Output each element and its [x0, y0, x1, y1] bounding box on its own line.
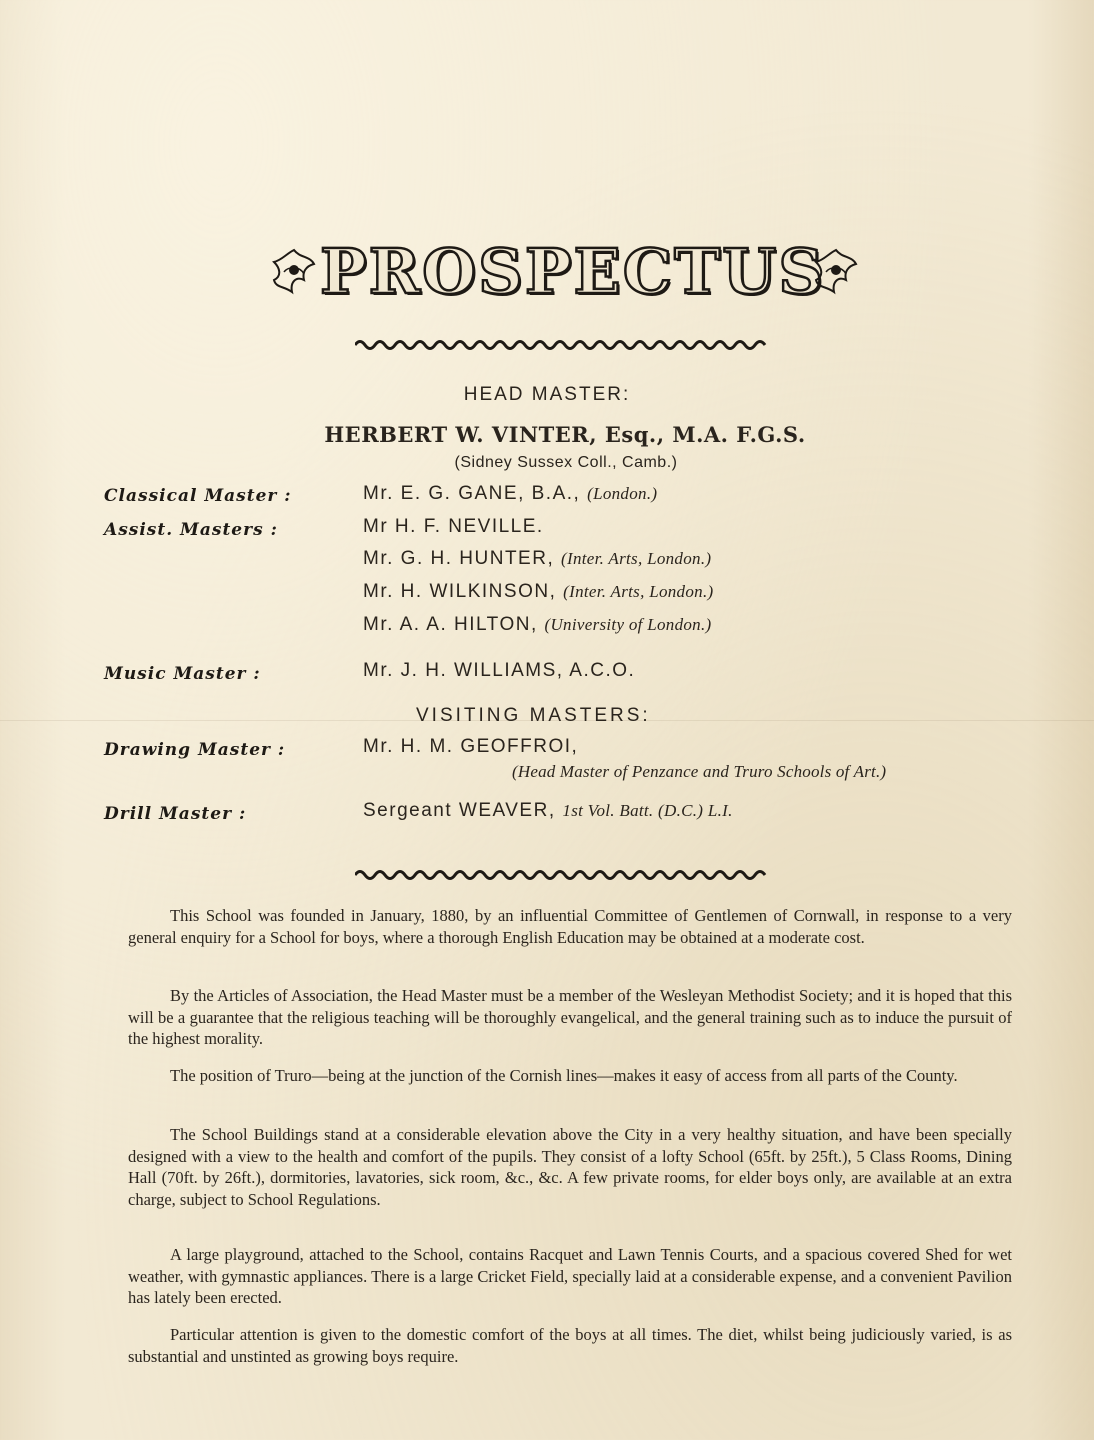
paragraph-position: The position of Truro—being at the junction of the Cornish lines—makes it easy of access from all parts of the County. [170, 1066, 958, 1085]
staff-name-geoffroi: Mr. H. M. GEOFFROI, [363, 736, 579, 757]
paragraph-founding: This School was founded in January, 1880, by an influential Committee of Gentlemen of Cornwall, in response to a very general enquiry for a School for boys, where a thorough English Education may be obtained at a moderate cost. [128, 906, 1012, 947]
decorative-rule [355, 868, 770, 882]
head-master-college: (Sidney Sussex Coll., Camb.) [454, 454, 678, 471]
paragraph-buildings: The School Buildings stand at a considerable elevation above the City in a very healthy situation, and have been specially designed with a view to the health and comfort of the pupils. They consist of a lofty School (65ft. by 25ft.), 5 Class Rooms, Dining Hall (70ft. by 26ft.), dormitories, lavatories, sick room, &c., &c. A few private rooms, for elder boys only, are available at an extra charge, subject to School Regulations. [128, 1125, 1012, 1209]
decorative-rule [355, 338, 770, 352]
staff-label-drill: Drill Master : [104, 804, 247, 824]
floral-ornament-icon [270, 246, 318, 298]
paragraph-domestic: Particular attention is given to the domestic comfort of the boys at all times. The diet, whilst being judiciously varied, is as substantial and unstinted as growing boys require. [128, 1325, 1012, 1366]
staff-name-hilton: Mr. A. A. HILTON, (University of London.) [363, 614, 712, 635]
title-text: PROSPECTUS [320, 235, 826, 308]
staff-name-williams: Mr. J. H. WILLIAMS, A.C.O. [363, 660, 636, 681]
head-master-name: HERBERT W. VINTER, Esq., M.A. F.G.S. [324, 422, 806, 447]
staff-label-music: Music Master : [104, 664, 261, 684]
geoffroi-qualification: (Head Master of Penzance and Truro Schools of Art.) [512, 762, 887, 781]
paragraph-playground: A large playground, attached to the School, contains Racquet and Lawn Tennis Courts, and a spacious covered Shed for wet weather, with gymnastic appliances. There is a large Cricket Field, specially laid at a considerable expense, and a convenient Pavilion has lately been erected. [128, 1245, 1012, 1307]
staff-name-weaver: Sergeant WEAVER, 1st Vol. Batt. (D.C.) L.I. [363, 800, 733, 821]
floral-ornament-icon [812, 246, 860, 298]
visiting-masters-label: VISITING MASTERS: [416, 705, 651, 726]
staff-label-assistant: Assist. Masters : [104, 520, 278, 540]
paragraph-articles: By the Articles of Association, the Head Master must be a member of the Wesleyan Methodist Society; and it is hoped that this will be a guarantee that the religious teaching will be thoroughly evangelical, and the general training such as to induce the pursuit of the highest morality. [128, 986, 1012, 1048]
staff-name-neville: Mr H. F. NEVILLE. [363, 516, 544, 537]
staff-label-classical: Classical Master : [104, 486, 292, 506]
head-master-label: HEAD MASTER: [463, 384, 631, 405]
staff-name-gane: Mr. E. G. GANE, B.A., (London.) [363, 483, 658, 504]
prospectus-title [270, 232, 860, 312]
staff-label-drawing: Drawing Master : [104, 740, 286, 760]
staff-name-wilkinson: Mr. H. WILKINSON, (Inter. Arts, London.) [363, 581, 714, 602]
staff-name-hunter: Mr. G. H. HUNTER, (Inter. Arts, London.) [363, 548, 712, 569]
